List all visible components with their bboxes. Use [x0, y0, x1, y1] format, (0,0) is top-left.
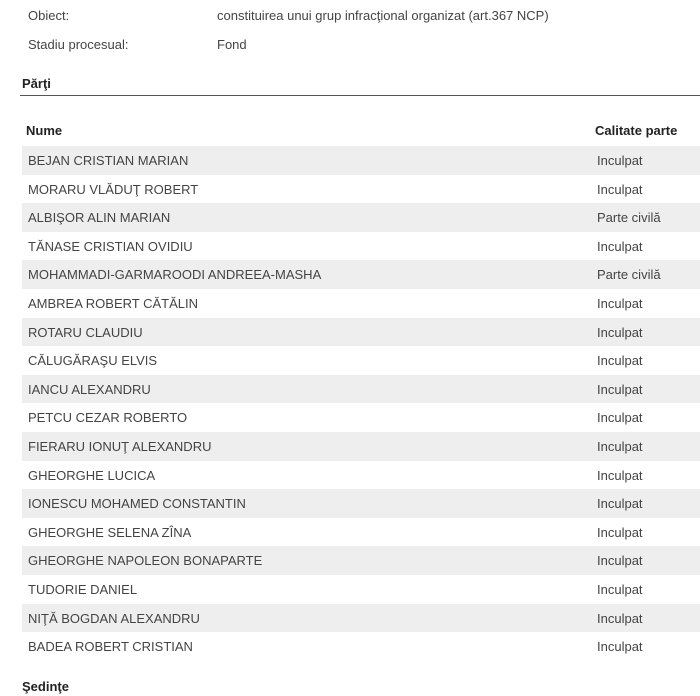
- party-quality: Parte civilă: [597, 210, 661, 226]
- party-name: ALBIŞOR ALIN MARIAN: [28, 210, 171, 226]
- party-name: IANCU ALEXANDRU: [28, 381, 151, 397]
- party-name: IONESCU MOHAMED CONSTANTIN: [28, 496, 246, 512]
- table-row: [22, 375, 700, 404]
- table-row: [22, 346, 700, 375]
- party-quality: Inculpat: [597, 639, 643, 655]
- party-quality: Inculpat: [597, 153, 643, 168]
- party-quality: Inculpat: [597, 553, 643, 569]
- parties-table: [22, 118, 700, 661]
- stage-value: Fond: [217, 37, 247, 52]
- party-name: PETCU CEZAR ROBERTO: [28, 410, 188, 426]
- table-row: [22, 203, 700, 232]
- hearings-section-title: Şedinţe: [22, 679, 69, 694]
- party-quality: Inculpat: [597, 610, 643, 626]
- party-name: GHEORGHE LUCICA: [28, 467, 156, 483]
- table-row: [22, 518, 700, 547]
- party-quality: Inculpat: [597, 438, 643, 454]
- table-row: [22, 546, 700, 575]
- table-row: [22, 461, 700, 490]
- table-row: [22, 604, 700, 633]
- parties-section-divider: [20, 95, 700, 96]
- table-row: [22, 489, 700, 518]
- table-row: [22, 289, 700, 318]
- party-name: CĂLUGĂRAŞU ELVIS: [28, 353, 158, 369]
- party-name: NIŢĂ BOGDAN ALEXANDRU: [28, 610, 200, 626]
- party-quality: Inculpat: [597, 295, 643, 311]
- party-name: AMBREA ROBERT CĂTĂLIN: [28, 295, 199, 311]
- party-name: MOHAMMADI-GARMAROODI ANDREEA-MASHA: [28, 267, 322, 283]
- party-name: ROTARU CLAUDIU: [28, 324, 143, 340]
- parties-section-title: Părţi: [22, 76, 51, 91]
- table-row: [22, 146, 700, 175]
- party-quality: Inculpat: [597, 410, 643, 426]
- column-header-name: Nume: [26, 123, 63, 138]
- party-name: GHEORGHE NAPOLEON BONAPARTE: [28, 553, 263, 569]
- parties-table-body: [22, 146, 700, 661]
- party-name: GHEORGHE SELENA ZÎNA: [28, 524, 192, 540]
- table-row: [22, 232, 700, 261]
- party-name: TUDORIE DANIEL: [28, 581, 138, 597]
- column-header-quality: Calitate parte: [595, 123, 678, 138]
- table-row: [22, 432, 700, 461]
- table-row: [22, 175, 700, 204]
- party-name: FIERARU IONUŢ ALEXANDRU: [28, 438, 212, 454]
- object-label: Obiect:: [28, 8, 70, 23]
- party-name: MORARU VLĂDUŢ ROBERT: [28, 181, 199, 197]
- party-quality: Inculpat: [597, 238, 643, 254]
- table-row: [22, 575, 700, 604]
- table-row: [22, 318, 700, 347]
- party-quality: Inculpat: [597, 324, 643, 340]
- object-value: constituirea unui grup infracţional organizat (art.367 NCP): [217, 8, 549, 23]
- table-row: [22, 403, 700, 432]
- party-quality: Inculpat: [597, 381, 643, 397]
- party-name: BEJAN CRISTIAN MARIAN: [28, 153, 189, 168]
- stage-label: Stadiu procesual:: [28, 37, 129, 52]
- party-quality: Inculpat: [597, 181, 643, 197]
- party-quality: Inculpat: [597, 467, 643, 483]
- party-name: BADEA ROBERT CRISTIAN: [28, 639, 193, 655]
- party-quality: Inculpat: [597, 524, 643, 540]
- party-quality: Parte civilă: [597, 267, 661, 283]
- party-quality: Inculpat: [597, 581, 643, 597]
- party-quality: Inculpat: [597, 496, 643, 512]
- parties-table-header: [22, 118, 700, 146]
- party-name: TĂNASE CRISTIAN OVIDIU: [28, 238, 193, 254]
- table-row: [22, 260, 700, 289]
- party-quality: Inculpat: [597, 353, 643, 369]
- table-row: [22, 632, 700, 661]
